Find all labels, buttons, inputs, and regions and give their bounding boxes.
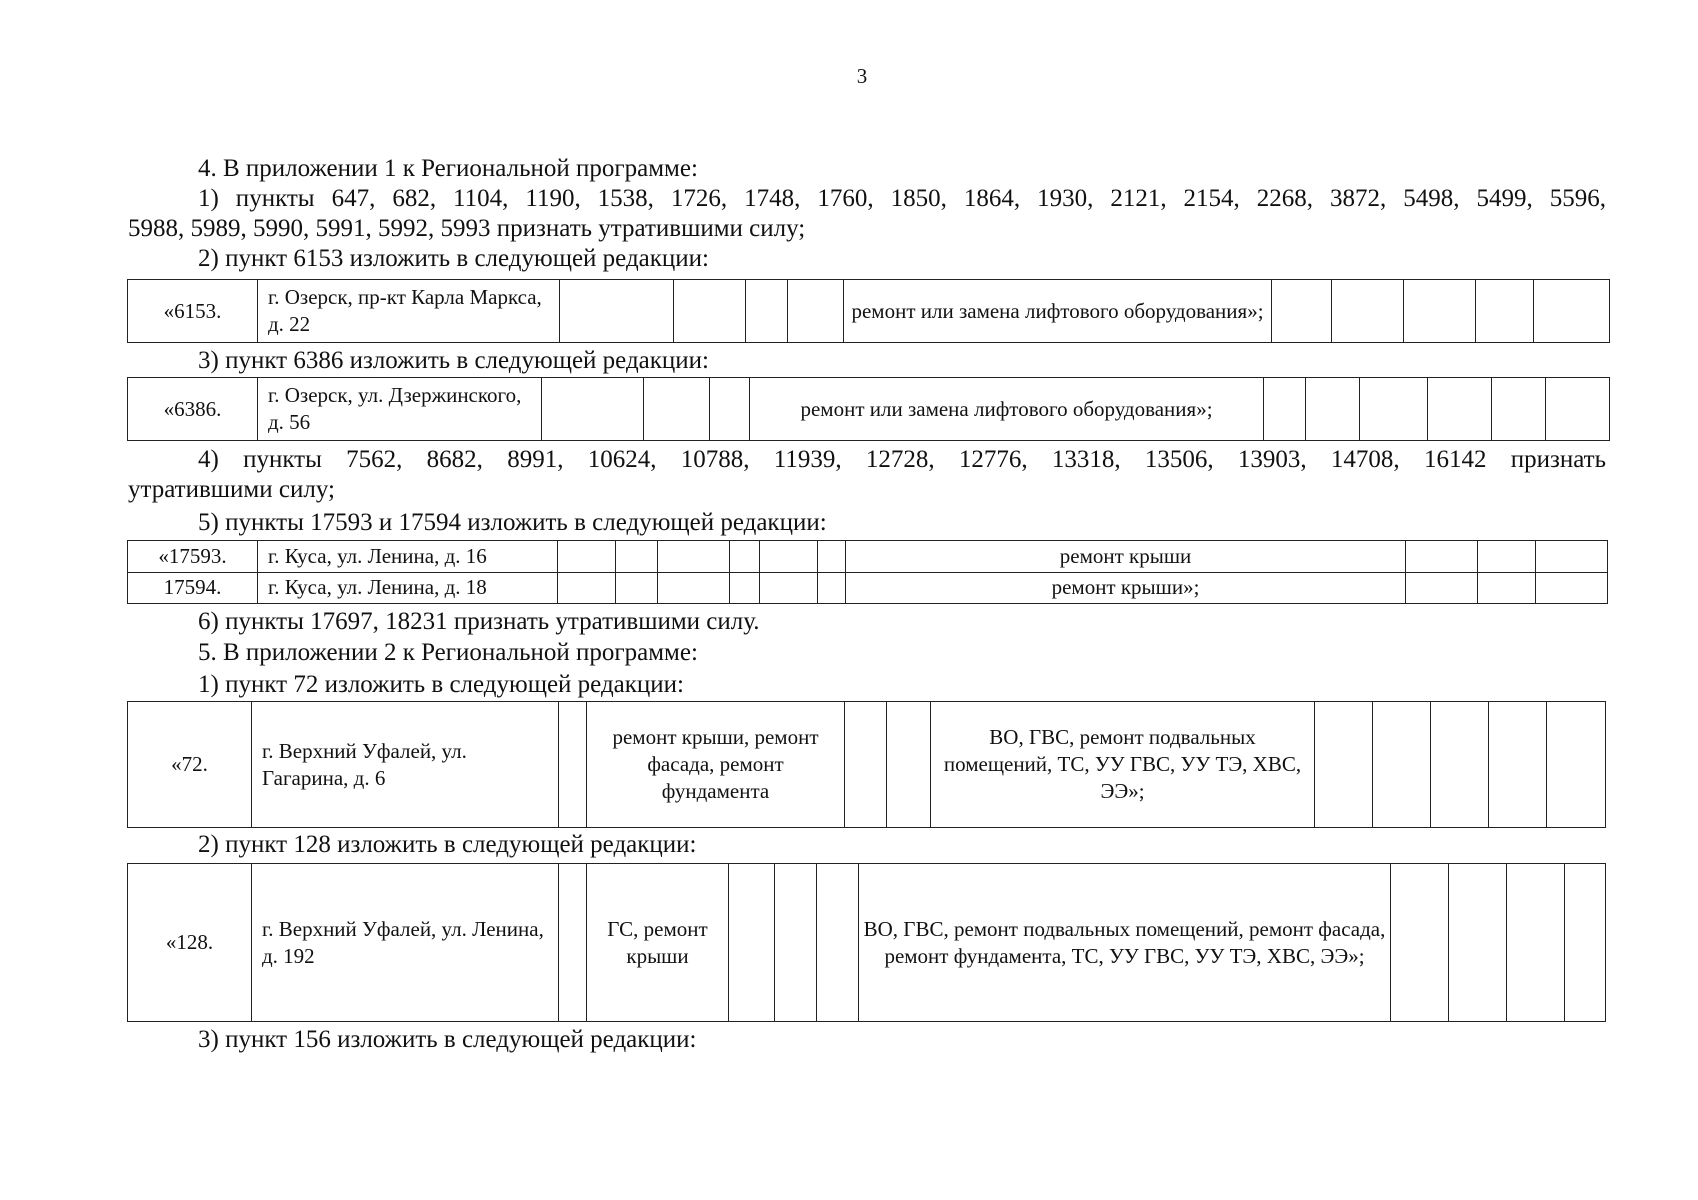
item-number: «128. bbox=[128, 864, 252, 1022]
table-row bbox=[128, 280, 1610, 343]
work-type: ремонт или замена лифтового оборудования»; bbox=[750, 378, 1264, 441]
work-type: ремонт крыши bbox=[846, 541, 1406, 573]
table-row bbox=[128, 864, 1606, 1022]
table-item-128 bbox=[127, 863, 1606, 1022]
section-4-item-6: 6) пункты 17697, 18231 признать утратившими силу. bbox=[198, 608, 760, 635]
section-4-item-2: 2) пункт 6153 изложить в следующей редакции: bbox=[198, 245, 709, 272]
section-4-item-1-line-1: 1) пункты 647, 682, 1104, 1190, 1538, 1726, 1748, 1760, 1850, 1864, 1930, 2121, 2154, 2268, 3872, 5498, 5499, 5596, bbox=[198, 185, 1606, 212]
table-items-17593-17594 bbox=[127, 540, 1608, 604]
section-4-item-3: 3) пункт 6386 изложить в следующей редакции: bbox=[198, 347, 709, 374]
section-5-heading: 5. В приложении 2 к Региональной программе: bbox=[198, 639, 698, 666]
table-row bbox=[128, 572, 1608, 604]
address: г. Верхний Уфалей, ул. Гагарина, д. 6 bbox=[252, 702, 559, 828]
work-type: ремонт или замена лифтового оборудования»; bbox=[844, 280, 1272, 343]
item-number: «72. bbox=[128, 702, 252, 828]
table-row bbox=[128, 378, 1610, 441]
section-5-item-3: 3) пункт 156 изложить в следующей редакции: bbox=[198, 1026, 697, 1053]
section-4-item-1-line-2: 5988, 5989, 5990, 5991, 5992, 5993 признать утратившими силу; bbox=[128, 215, 806, 242]
address: г. Озерск, пр-кт Карла Маркса, д. 22 bbox=[258, 280, 560, 343]
section-5-item-1: 1) пункт 72 изложить в следующей редакции: bbox=[198, 671, 684, 698]
item-number: «6153. bbox=[128, 280, 258, 343]
item-number: «17593. bbox=[128, 541, 258, 573]
address: г. Куса, ул. Ленина, д. 18 bbox=[258, 572, 558, 604]
table-item-72 bbox=[127, 701, 1606, 828]
section-4-heading: 4. В приложении 1 к Региональной программе: bbox=[198, 155, 698, 182]
services: ВО, ГВС, ремонт подвальных помещений, ТС, УУ ГВС, УУ ТЭ, ХВС, ЭЭ»; bbox=[931, 702, 1315, 828]
table-item-6153 bbox=[127, 279, 1610, 343]
work-types: ГС, ремонт крыши bbox=[587, 864, 729, 1022]
section-4-item-4-line-1: 4) пункты 7562, 8682, 8991, 10624, 10788, 11939, 12728, 12776, 13318, 13506, 13903, 14708, 16142 признать bbox=[198, 446, 1606, 473]
table-row bbox=[128, 541, 1608, 573]
section-4-item-4-line-2: утратившими силу; bbox=[128, 476, 335, 503]
work-type: ремонт крыши»; bbox=[846, 572, 1406, 604]
services: ВО, ГВС, ремонт подвальных помещений, ремонт фасада, ремонт фундамента, ТС, УУ ГВС, УУ ТЭ, ХВС, ЭЭ»; bbox=[859, 864, 1391, 1022]
item-number: «6386. bbox=[128, 378, 258, 441]
address: г. Верхний Уфалей, ул. Ленина, д. 192 bbox=[252, 864, 559, 1022]
table-row bbox=[128, 702, 1606, 828]
page-number: 3 bbox=[856, 64, 868, 88]
item-number: 17594. bbox=[128, 572, 258, 604]
address: г. Куса, ул. Ленина, д. 16 bbox=[258, 541, 558, 573]
table-item-6386 bbox=[127, 377, 1610, 441]
section-4-item-5: 5) пункты 17593 и 17594 изложить в следующей редакции: bbox=[198, 509, 827, 536]
address: г. Озерск, ул. Дзержинского, д. 56 bbox=[258, 378, 542, 441]
section-5-item-2: 2) пункт 128 изложить в следующей редакции: bbox=[198, 831, 697, 858]
work-types: ремонт крыши, ремонт фасада, ремонт фундамента bbox=[587, 702, 845, 828]
